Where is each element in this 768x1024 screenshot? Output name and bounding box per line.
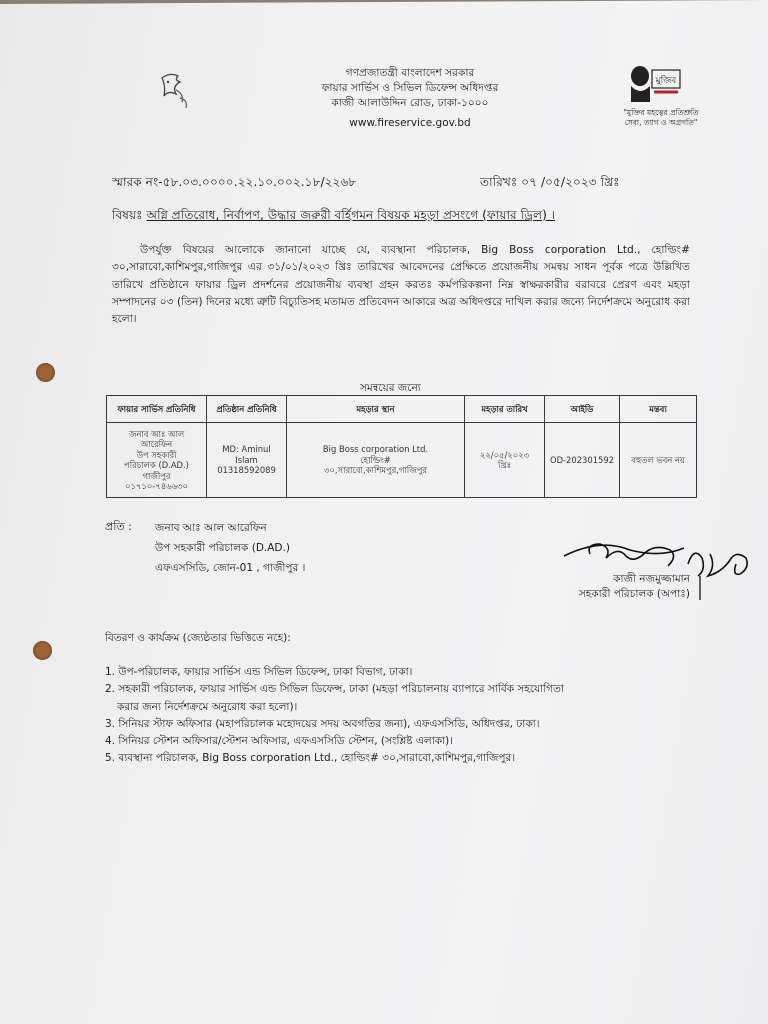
cell-line: Big Boss corporation Ltd. bbox=[322, 444, 429, 455]
recipient-block bbox=[155, 518, 305, 578]
signatory-name: কাজী নজমুজ্জামান bbox=[613, 573, 690, 585]
table-header: ফায়ার সার্ভিস প্রতিনিধি bbox=[107, 396, 207, 423]
table-header: মন্তব্য bbox=[620, 396, 697, 423]
letter-date bbox=[480, 174, 620, 194]
cell-line: 01318592089 bbox=[217, 465, 276, 476]
recipient-line: জনাব আঃ আল আরেফিন bbox=[155, 522, 267, 534]
punch-hole bbox=[33, 641, 52, 660]
slogan-line-1: "মুক্তির মহত্বের প্রতিশ্রুতি bbox=[623, 108, 699, 117]
recipient-line: এফএসসিডি, জোন-01 , গাজীপুর । bbox=[155, 562, 306, 574]
subject-text: অগ্নি প্রতিরোধ, নির্বাপণ, উদ্ধার জরুরী বর্হিগমন বিষয়ক মহড়া প্রসংগে (ফায়ার ড্রিল) । bbox=[146, 208, 556, 222]
letterhead-line-1: গণপ্রজাতন্ত্রী বাংলাদেশ সরকার bbox=[345, 67, 475, 79]
logo-wordmark: মুজিব bbox=[655, 76, 677, 86]
government-emblem bbox=[156, 68, 196, 116]
recipient-line: উপ সহকারী পরিচালক (D.AD.) bbox=[155, 542, 290, 554]
table-caption: সমন্বয়ের জন্যে bbox=[360, 382, 421, 394]
fire-service-rep-cell bbox=[107, 423, 207, 498]
date-label: তারিখঃ bbox=[480, 175, 518, 189]
org-rep-cell bbox=[207, 423, 287, 498]
cell-line: হোল্ডিং# bbox=[360, 454, 391, 465]
memo-label: স্মারক নং- bbox=[112, 175, 163, 189]
memo-number bbox=[112, 174, 356, 194]
cell-line: Islam bbox=[235, 454, 258, 465]
distribution-title: বিতরণ ও কার্যক্রম (জ্যেষ্ঠতার ভিত্তিতে নহে): bbox=[105, 632, 291, 644]
table-header: মহড়ার স্থান bbox=[287, 396, 465, 423]
body-paragraph: উপর্যুক্ত বিষয়ের আলোকে জানানো যাচ্ছে যে, ব্যবস্থানা পরিচালক, Big Boss corporation Ltd., হোল্ডিং# ৩০,সারাবো,কাশিমপুর,গাজিপুর এর ৩১/০১/২০২৩ খ্রিঃ তারিখের আবেদনের প্রেক্ষিতে প্রয়োজনীয় সমন্বয় সাধন পূর্বক পত্রে উল্লিখিত তারিখে প্রতিষ্ঠানে ফায়ার ড্রিল প্রদর্শনের প্রয়োজনীয় ব্যবস্থা গ্রহন করতঃ কর্মপরিকল্পনা নিম্ন স্বাক্ষরকারীর বরাবরে প্রেরণ এবং মহড়া সম্পাদনের ০৩ (তিন) দিনের মধ্যে ত্রুটি বিচ্যুতিসহ মতামত প্রতিবেদন আকারে অত্র অধিদপ্তরে দাখিল করার জন্যে নির্দেশক্রমে অনুরোধ করা হলো। bbox=[112, 244, 690, 326]
slogan-line-2: সেবা, ত্যাগ ও অগ্রগতি" bbox=[624, 118, 698, 127]
list-item: 5. ব্যবস্থানা পরিচালক, Big Boss corporation Ltd., হোল্ডিং# ৩০,সারাবো,কাশিমপুর,গাজিপুর। bbox=[105, 752, 516, 765]
table-row bbox=[107, 423, 697, 498]
drill-date-cell bbox=[465, 423, 545, 498]
cell-line: আরেফিন bbox=[140, 439, 173, 449]
website-link[interactable]: www.fireservice.gov.bd bbox=[349, 117, 471, 129]
memo-value: ৫৮.০৩.০০০০.২২.১০.০০২.১৮/২২৬৮ bbox=[162, 175, 357, 189]
table-header-row bbox=[107, 396, 697, 423]
subject-line bbox=[112, 207, 555, 227]
signatory-designation: সহকারী পরিচালক (অপাঃ) bbox=[578, 588, 690, 600]
letterhead-line-2: ফায়ার সার্ভিস ও সিভিল ডিফেন্স অধিদপ্তর bbox=[321, 82, 499, 94]
list-item: 4. সিনিয়র স্টেশন অফিসার/স্টেশন অফিসার, এফএসসিডি স্টেশন, (সংশ্লিষ্ট এলাকা)। bbox=[105, 735, 454, 748]
recipient-label: প্রতি : bbox=[105, 520, 132, 533]
drill-id-cell: OD-202301592 bbox=[545, 423, 620, 498]
table-header: আইডি bbox=[545, 396, 620, 423]
table-header: মহড়ার তারিখ bbox=[465, 396, 545, 423]
table-header: প্রতিষ্ঠান প্রতিনিধি bbox=[207, 396, 287, 423]
cell-line: উপ সহকারী bbox=[136, 449, 177, 460]
list-item: করার জন্য নির্দেশক্রমে অনুরোধ করা হলো)। bbox=[117, 700, 298, 713]
list-item: 2. সহকারী পরিচালক, ফায়ার সার্ভিস এন্ড সিভিল ডিফেন্স, ঢাকা (মহড়া পরিচালনায় ব্যাপারে সার্বিক সহযোগিতা bbox=[105, 683, 564, 696]
letterhead-line-3: কাজী আলাউদ্দিন রোড, ঢাকা-১০০০ bbox=[331, 97, 489, 109]
signatory-block bbox=[540, 572, 690, 602]
list-item: 3. সিনিয়র স্টাফ অফিসার (মহাপরিচালক মহোদয়ের সদয় অবগতির জন্য), এফএসসিডি, অধিদপ্তর, ঢাকা। bbox=[105, 717, 540, 730]
punch-hole bbox=[36, 363, 55, 382]
cell-line: পরিচালক (D.AD.) bbox=[124, 460, 189, 470]
mujib-logo bbox=[626, 62, 686, 110]
cell-line: ৩০,সারাবো,কাশিমপুর,গাজিপুর bbox=[323, 465, 427, 476]
remark-cell: বহুতল ভবন নয় bbox=[620, 423, 697, 498]
list-item: 1. উপ-পরিচালক, ফায়ার সার্ভিস এন্ড সিভিল ডিফেন্স, ঢাকা বিভাগ, ঢাকা। bbox=[105, 666, 413, 678]
cell-line: ২২/০৫/২০২৩ bbox=[479, 449, 530, 460]
cell-line: ০১৭১০-৭৪৬৬৩০ bbox=[125, 481, 188, 491]
drill-place-cell bbox=[287, 423, 465, 498]
distribution-list bbox=[105, 664, 695, 768]
date-value: ০৭ /০৫/২০২৩ খ্রিঃ bbox=[521, 175, 620, 189]
subject-label: বিষয়ঃ bbox=[112, 208, 143, 222]
logo-slogan bbox=[616, 108, 706, 128]
cell-line: খ্রিঃ bbox=[497, 460, 512, 470]
cell-line: জনাব আঃ আল bbox=[128, 428, 185, 439]
cell-line: MD: Aminul bbox=[222, 444, 271, 455]
coordination-table bbox=[106, 395, 697, 498]
cell-line: গাজীপুর bbox=[142, 470, 171, 481]
letterhead bbox=[260, 66, 560, 131]
